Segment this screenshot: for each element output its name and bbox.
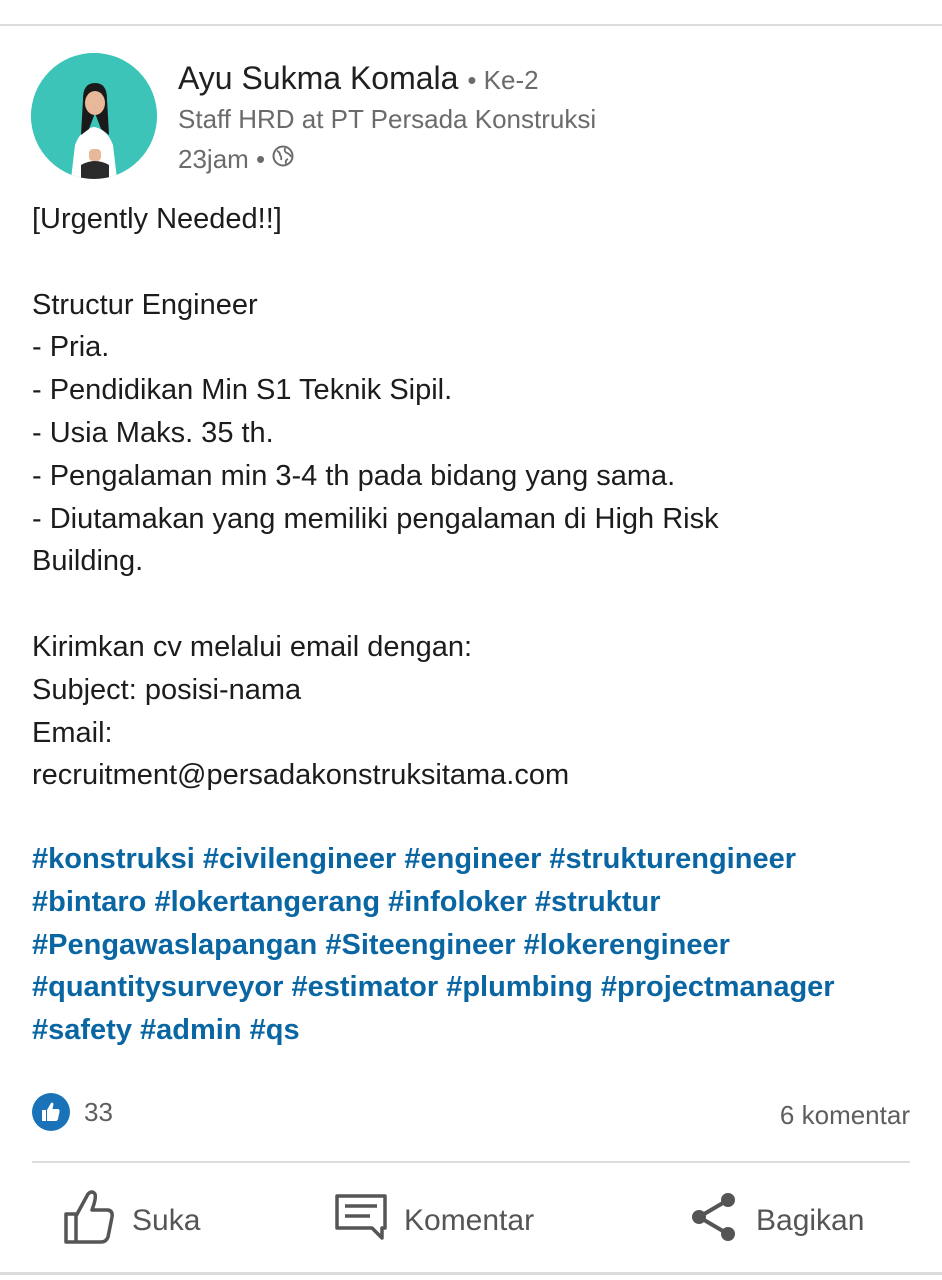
hashtag-link[interactable]: #konstruksi <box>32 843 195 875</box>
post-text-line: [Urgently Needed!!] <box>32 203 282 235</box>
like-label: Suka <box>132 1204 201 1237</box>
hashtag-line <box>32 924 912 967</box>
hashtag-link[interactable]: #projectmanager <box>600 971 835 1004</box>
hashtag-link[interactable]: #Siteengineer <box>325 928 516 961</box>
hashtag-line <box>32 966 912 1009</box>
post-text-line: - Pria. <box>32 331 110 364</box>
share-icon <box>688 1191 740 1251</box>
comment-button[interactable] <box>334 1190 534 1252</box>
post-text <box>32 198 912 797</box>
comment-icon <box>334 1192 388 1250</box>
reactions-summary[interactable] <box>32 1093 113 1131</box>
hashtag-link[interactable]: #infoloker <box>388 885 527 918</box>
post-text-line: - Pendidikan Min S1 Teknik Sipil. <box>32 374 453 407</box>
connection-degree: • Ke-2 <box>467 65 539 95</box>
post-text-line: Kirimkan cv melalui email dengan: <box>32 630 473 663</box>
hashtag-link[interactable]: #Pengawaslapangan <box>32 928 318 961</box>
thumbs-up-outline-icon <box>62 1188 116 1254</box>
hashtag-link[interactable]: #struktur <box>534 885 661 918</box>
hashtags <box>32 838 912 1052</box>
author-headline: Staff HRD at PT Persada Konstruksi <box>178 104 597 134</box>
hashtag-link[interactable]: #admin <box>140 1014 242 1047</box>
author-name-text[interactable]: Ayu Sukma Komala <box>178 60 459 96</box>
post-text-line: - Diutamakan yang memiliki pengalaman di High Risk <box>32 502 719 535</box>
avatar-photo <box>31 53 157 179</box>
like-count: 33 <box>84 1096 113 1127</box>
comment-count[interactable]: 6 komentar <box>779 1100 910 1130</box>
share-button[interactable] <box>688 1190 864 1252</box>
bottom-divider <box>0 1272 942 1275</box>
post-meta <box>178 144 295 175</box>
author-name[interactable] <box>178 60 539 97</box>
post-text-line <box>32 241 912 284</box>
hashtag-line <box>32 1009 912 1052</box>
post-text-line: Structur Engineer <box>32 288 258 321</box>
hashtag-link[interactable]: #bintaro <box>32 885 147 918</box>
like-button[interactable] <box>62 1190 200 1252</box>
hashtag-line <box>32 838 912 881</box>
post-text-line: - Pengalaman min 3-4 th pada bidang yang sama. <box>32 459 676 492</box>
comment-label: Komentar <box>404 1204 535 1237</box>
actions-divider <box>32 1161 910 1163</box>
hashtag-link[interactable]: #estimator <box>291 971 439 1004</box>
post-text-line <box>32 583 912 626</box>
post-time: 23jam • <box>178 144 266 174</box>
post-text-line: Subject: posisi-nama <box>32 673 302 706</box>
thumbs-up-icon <box>32 1093 70 1131</box>
author-avatar[interactable] <box>31 53 157 179</box>
post-text-line: Email: <box>32 716 113 749</box>
hashtag-link[interactable]: #qs <box>249 1014 300 1047</box>
hashtag-link[interactable]: #engineer <box>404 843 542 875</box>
hashtag-link[interactable]: #lokertangerang <box>154 885 381 918</box>
hashtag-link[interactable]: #plumbing <box>446 971 593 1004</box>
hashtag-link[interactable]: #lokerengineer <box>523 928 730 961</box>
post-text-line: Building. <box>32 545 144 578</box>
hashtag-link[interactable]: #safety <box>32 1014 132 1047</box>
post-text-line: - Usia Maks. 35 th. <box>32 416 274 449</box>
globe-icon <box>271 144 295 175</box>
hashtag-link[interactable]: #civilengineer <box>202 843 397 875</box>
hashtag-link[interactable]: #strukturengineer <box>549 843 796 875</box>
hashtag-line <box>32 881 912 924</box>
share-label: Bagikan <box>756 1204 865 1237</box>
hashtag-link[interactable]: #quantitysurveyor <box>32 971 284 1004</box>
email-link[interactable]: recruitment@persadakonstruksitama.com <box>32 759 570 792</box>
